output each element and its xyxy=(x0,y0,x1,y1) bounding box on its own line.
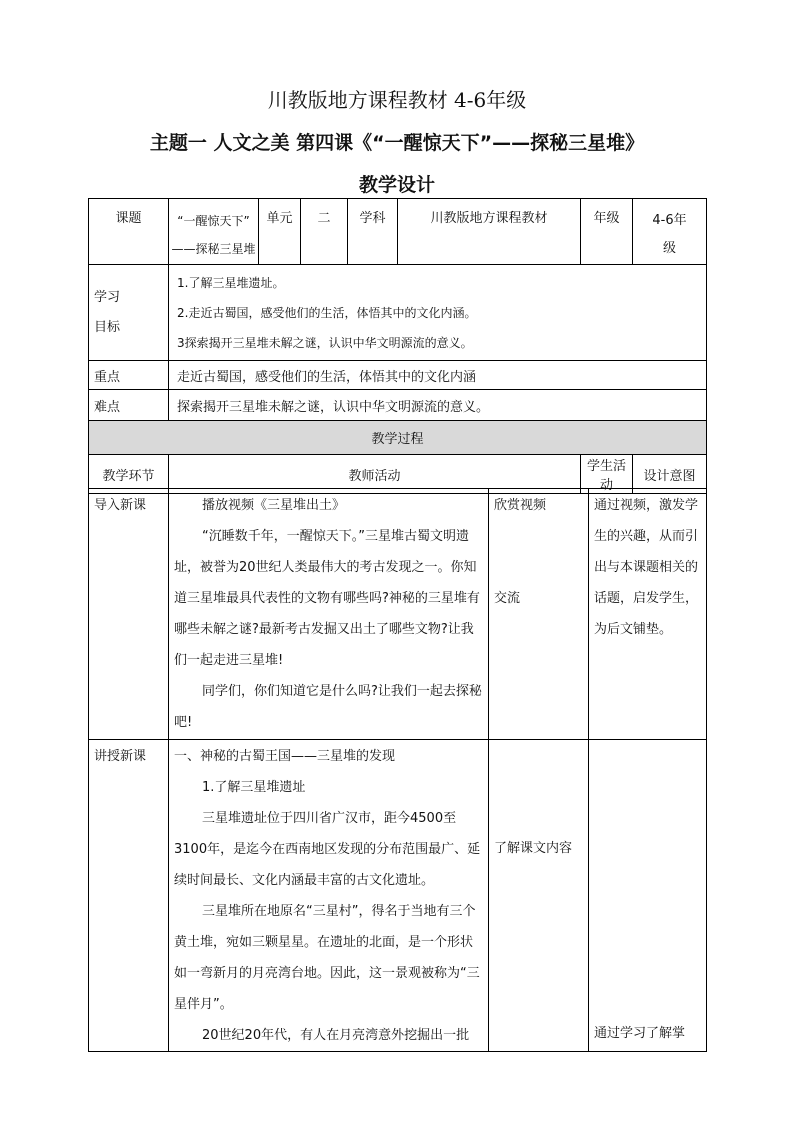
col-header-intent: 设计意图 xyxy=(633,455,707,494)
doc-title-line2: 主题一 人文之美 第四课《“一醒惊天下”——探秘三星堆》 xyxy=(149,132,645,154)
intro-student-1: 欣赏视频 xyxy=(494,498,547,513)
goals-row xyxy=(89,265,707,361)
process-body-table xyxy=(88,488,707,1052)
subject-label: 学科 xyxy=(348,199,398,265)
info-row xyxy=(89,199,707,265)
doc-title-line3: 教学设计 xyxy=(358,174,435,196)
key-text: 走近古蜀国，感受他们的生活，体悟其中的文化内涵 xyxy=(169,361,707,390)
difficulty-text: 探索揭开三星堆未解之谜，认识中华文明源流的意义。 xyxy=(169,390,707,421)
topic-label: 课题 xyxy=(89,199,169,265)
difficulty-row xyxy=(89,390,707,421)
topic-line1: “一醒惊天下” xyxy=(177,214,250,228)
lecture-student xyxy=(489,740,589,1052)
lecture-teacher-p2: 1.了解三星堆遗址 xyxy=(202,780,306,795)
subject-value: 川教版地方课程教材 xyxy=(398,199,581,265)
unit-value: 二 xyxy=(301,199,348,265)
lecture-student-text: 了解课文内容 xyxy=(494,841,573,856)
col-header-student: 学生活动 xyxy=(581,455,633,494)
lecture-teacher-p3: 三星堆遗址位于四川省广汉市，距今4500至3100年，是迄今在西南地区发现的分布范围最广、延续时间最长、文化内涵最丰富的古文化遗址。 xyxy=(174,811,481,888)
goals-list xyxy=(169,265,707,361)
goal-item: 3探索揭开三星堆未解之谜，认识中华文明源流的意义。 xyxy=(177,336,473,350)
col-header-stage: 教学环节 xyxy=(89,455,169,494)
lecture-teacher-p4: 三星堆所在地原名“三星村”，得名于当地有三个黄土堆，宛如三颗星星。在遗址的北面，是一个形状如一弯新月的月亮湾台地。因此，这一景观被称为“三星伴月”。 xyxy=(174,904,480,1012)
goal-item: 1.了解三星堆遗址。 xyxy=(177,276,285,290)
grade-cell xyxy=(633,199,707,265)
grade-label: 年级 xyxy=(581,199,633,265)
goals-label-line1: 学习 xyxy=(94,289,121,305)
lecture-teacher xyxy=(169,740,489,1052)
key-label: 重点 xyxy=(89,361,169,390)
lesson-plan-table xyxy=(88,198,707,494)
intro-teacher-p2: “沉睡数千年，一醒惊天下。”三星堆古蜀文明遗址，被誉为20世纪人类最伟大的考古发现之一。你知道三星堆最具代表性的文物有哪些吗?神秘的三星堆有哪些未解之谜?最新考古发掘又出土了哪些文物?让我们一起走进三星堆! xyxy=(174,529,480,668)
doc-title-line1: 川教版地方课程教材 4-6年级 xyxy=(267,88,527,112)
difficulty-label: 难点 xyxy=(89,390,169,421)
topic-line2: ——探秘三星堆 xyxy=(171,242,256,256)
intro-teacher-p3: 同学们，你们知道它是什么吗?让我们一起去探秘吧! xyxy=(174,684,482,730)
lecture-intent: 通过学习了解掌 xyxy=(589,740,707,1052)
key-row xyxy=(89,361,707,390)
topic-cell xyxy=(169,199,259,265)
lecture-stage: 讲授新课 xyxy=(89,740,169,1052)
goal-item: 2.走近古蜀国，感受他们的生活，体悟其中的文化内涵。 xyxy=(177,306,477,320)
grade-line2: 级 xyxy=(662,241,676,256)
goals-label-line2: 目标 xyxy=(94,319,121,335)
intro-stage: 导入新课 xyxy=(89,489,169,740)
intro-teacher xyxy=(169,489,489,740)
unit-label: 单元 xyxy=(259,199,301,265)
lecture-row xyxy=(89,740,707,1052)
lecture-teacher-p1: 一、神秘的古蜀王国——三星堆的发现 xyxy=(174,749,396,764)
intro-teacher-p1: 播放视频《三星堆出土》 xyxy=(202,498,346,513)
process-title-row xyxy=(89,421,707,455)
lecture-teacher-p5: 20世纪20年代，有人在月亮湾意外挖掘出一批 xyxy=(202,1028,470,1043)
process-title: 教学过程 xyxy=(89,421,707,455)
intro-student xyxy=(489,489,589,740)
intro-student-2: 交流 xyxy=(494,591,521,606)
intro-intent: 通过视频，激发学生的兴趣，从而引出与本课题相关的话题，启发学生，为后文铺垫。 xyxy=(589,489,707,740)
grade-line1: 4-6年 xyxy=(652,213,687,228)
intro-row xyxy=(89,489,707,740)
col-header-teacher: 教师活动 xyxy=(169,455,581,494)
goals-label xyxy=(89,265,169,361)
